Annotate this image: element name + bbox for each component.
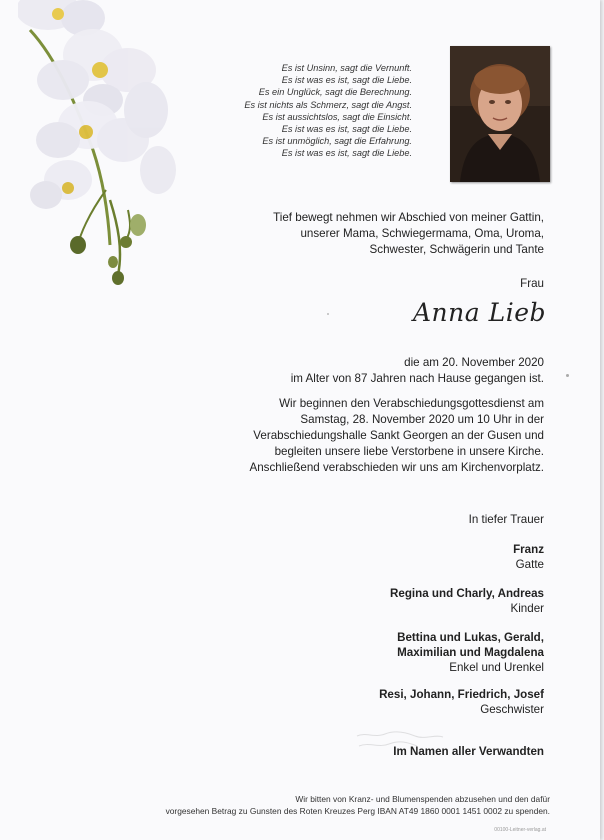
intro-line: unserer Mama, Schwiegermama, Oma, Uroma, xyxy=(300,227,544,240)
service-line: Verabschiedungshalle Sankt Georgen an der Gusen und xyxy=(253,429,544,442)
poem-line: Es ist aussichtslos, sagt die Einsicht. xyxy=(262,111,412,122)
closing-text: Im Namen aller Verwandten xyxy=(393,745,544,758)
service-line: Wir beginnen den Verabschiedungsgottesdienst am xyxy=(279,397,544,410)
family-group-children xyxy=(390,586,544,616)
intro-line: Schwester, Schwägerin und Tante xyxy=(369,243,544,256)
intro-text xyxy=(273,210,544,258)
poem-line: Es ist nichts als Schmerz, sagt die Angst. xyxy=(244,99,412,110)
salutation: Frau xyxy=(520,277,544,290)
service-line: begleiten unsere liebe Verstorbene in unsere Kirche. xyxy=(274,445,544,458)
family-names: Franz xyxy=(513,543,544,556)
family-names: Regina und Charly, Andreas xyxy=(390,587,544,600)
family-group-spouse xyxy=(513,542,544,572)
portrait-photo xyxy=(450,46,550,182)
family-role: Kinder xyxy=(510,602,544,615)
poem-line: Es ein Unglück, sagt die Berechnung. xyxy=(258,87,412,98)
family-group-grandchildren xyxy=(397,630,544,675)
poem xyxy=(200,62,412,160)
poem-line: Es ist Unsinn, sagt die Vernunft. xyxy=(281,63,412,73)
family-names: Resi, Johann, Friedrich, Josef xyxy=(379,688,544,701)
family-role: Enkel und Urenkel xyxy=(449,661,544,674)
family-role: Geschwister xyxy=(480,703,544,716)
footer-line: Wir bitten von Kranz- und Blumenspenden abzusehen und den dafür xyxy=(295,794,550,804)
speck xyxy=(327,313,329,315)
orchid-flower-image xyxy=(18,0,188,290)
poem-line: Es ist was es ist, sagt die Liebe. xyxy=(281,75,412,86)
death-notice xyxy=(291,355,544,387)
donation-note xyxy=(166,793,550,817)
footer-line: vorgesehen Betrag zu Gunsten des Roten Kreuzes Perg IBAN AT49 1860 0001 1451 0002 zu spenden. xyxy=(165,806,550,816)
print-code: 00100-Leitner-verlag.at xyxy=(494,827,546,833)
family-names: Bettina und Lukas, Gerald, xyxy=(397,631,544,644)
family-group-siblings xyxy=(379,687,544,717)
service-info xyxy=(250,396,545,476)
mourning-text: In tiefer Trauer xyxy=(468,513,544,526)
intro-line: Tief bewegt nehmen wir Abschied von meiner Gattin, xyxy=(273,211,544,224)
death-line: im Alter von 87 Jahren nach Hause gegangen ist. xyxy=(290,372,544,385)
family-role: Gatte xyxy=(515,558,544,571)
speck xyxy=(566,374,569,377)
service-line: Samstag, 28. November 2020 um 10 Uhr in der xyxy=(300,413,544,426)
poem-line: Es ist was es ist, sagt die Liebe. xyxy=(281,124,412,135)
death-line: die am 20. November 2020 xyxy=(404,356,544,369)
service-line: Anschließend verabschieden wir uns am Kirchenvorplatz. xyxy=(249,461,544,474)
family-names: Maximilian und Magdalena xyxy=(397,646,544,659)
poem-line: Es ist was es ist, sagt die Liebe. xyxy=(281,148,412,159)
deceased-name: Anna Lieb xyxy=(412,298,546,327)
poem-line: Es ist unmöglich, sagt die Erfahrung. xyxy=(262,136,412,147)
